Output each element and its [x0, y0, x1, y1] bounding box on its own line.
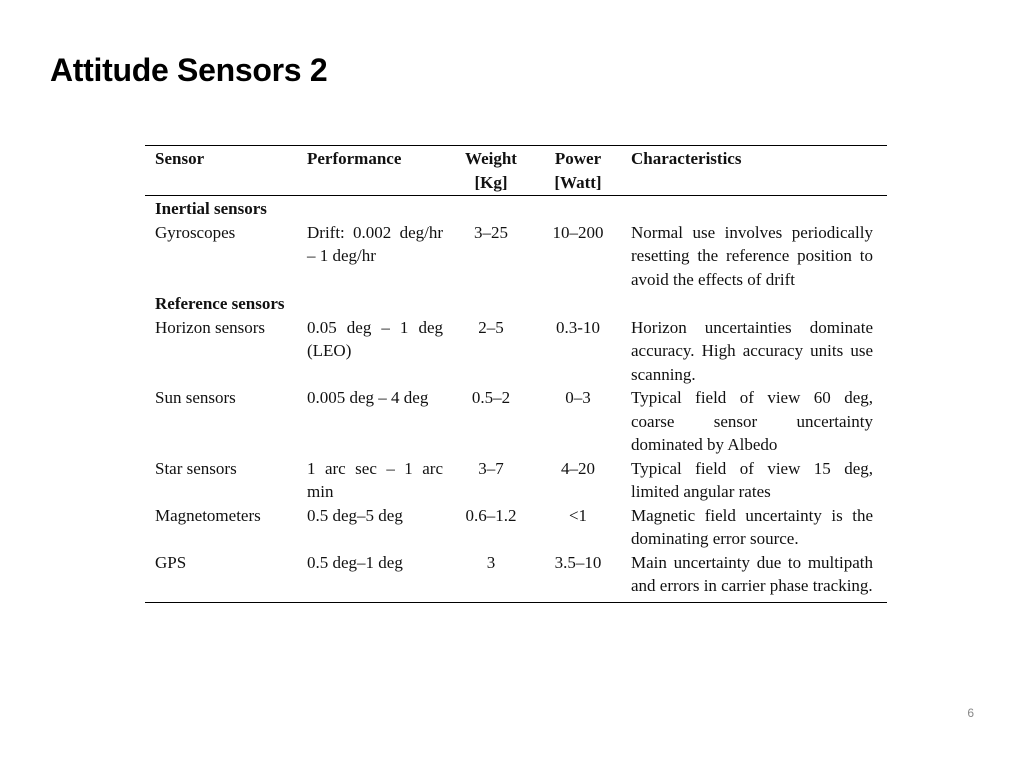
- cell-characteristics: Typical field of view 60 deg, coarse sensor uncertainty dominated by Albedo: [631, 388, 873, 454]
- cell-sensor: Horizon sensors: [155, 317, 266, 337]
- attitude-sensors-table: [145, 145, 887, 603]
- sensor-table-container: [145, 145, 887, 603]
- table-row: [145, 457, 887, 504]
- cell-sensor: Star sensors: [155, 458, 237, 478]
- cell-characteristics: Normal use involves periodically resetting the reference position to avoid the effects of drift: [631, 222, 873, 289]
- section-row-inertial: [145, 196, 887, 221]
- cell-power: <1: [568, 505, 588, 525]
- header-sensor: Sensor: [155, 149, 205, 168]
- header-characteristics: Characteristics: [631, 149, 742, 168]
- table-row: [145, 386, 887, 457]
- cell-performance: 0.005 deg – 4 deg: [307, 388, 429, 407]
- header-power: [535, 146, 621, 196]
- table-row: [145, 551, 887, 603]
- section-row-reference: [145, 291, 887, 316]
- cell-characteristics: Typical field of view 15 deg, limited angular rates: [631, 458, 873, 501]
- table-row: [145, 316, 887, 387]
- cell-weight: 2–5: [478, 317, 504, 337]
- cell-sensor: Magnetometers: [155, 505, 261, 525]
- cell-sensor: Gyroscopes: [155, 222, 236, 242]
- table-row: [145, 504, 887, 551]
- header-weight-label: Weight: [465, 149, 517, 168]
- cell-performance: 0.05 deg – 1 deg (LEO): [307, 317, 443, 360]
- header-weight: [447, 146, 535, 196]
- cell-characteristics: Magnetic field uncertainty is the dominating error source.: [631, 505, 873, 548]
- cell-weight: 0.6–1.2: [465, 505, 517, 525]
- cell-performance: 1 arc sec – 1 arc min: [307, 458, 443, 501]
- cell-power: 10–200: [552, 222, 604, 242]
- header-power-label: Power: [554, 149, 602, 168]
- table-body: [145, 196, 887, 603]
- header-weight-unit: [Kg]: [474, 172, 508, 192]
- section-title: Reference sensors: [155, 294, 285, 313]
- slide-title: Attitude Sensors 2: [50, 52, 328, 88]
- header-performance: Performance: [307, 149, 402, 168]
- cell-power: 0.3-10: [556, 317, 600, 337]
- cell-weight: 3–7: [478, 458, 504, 478]
- section-title: Inertial sensors: [155, 199, 267, 218]
- cell-weight: 3: [447, 551, 535, 603]
- cell-sensor: GPS: [145, 551, 297, 603]
- cell-performance: 0.5 deg–1 deg: [297, 551, 447, 603]
- cell-weight: 3–25: [474, 222, 508, 242]
- cell-characteristics: Horizon uncertainties dominate accuracy. High accuracy units use scanning.: [631, 317, 873, 384]
- table-row: [145, 221, 887, 292]
- cell-power: 4–20: [561, 458, 595, 478]
- page-number: 6: [967, 706, 974, 720]
- header-row: [145, 146, 887, 196]
- table-header: [145, 146, 887, 196]
- cell-power: 0–3: [565, 388, 591, 407]
- cell-weight: 0.5–2: [471, 388, 511, 407]
- cell-power: 3.5–10: [535, 551, 621, 603]
- cell-sensor: Sun sensors: [155, 388, 236, 407]
- cell-performance: 0.5 deg–5 deg: [307, 505, 403, 525]
- header-power-unit: [Watt]: [554, 172, 602, 192]
- cell-characteristics: Main uncertainty due to multipath and errors in carrier phase tracking.: [621, 551, 887, 603]
- cell-performance: Drift: 0.002 deg/hr – 1 deg/hr: [307, 222, 443, 265]
